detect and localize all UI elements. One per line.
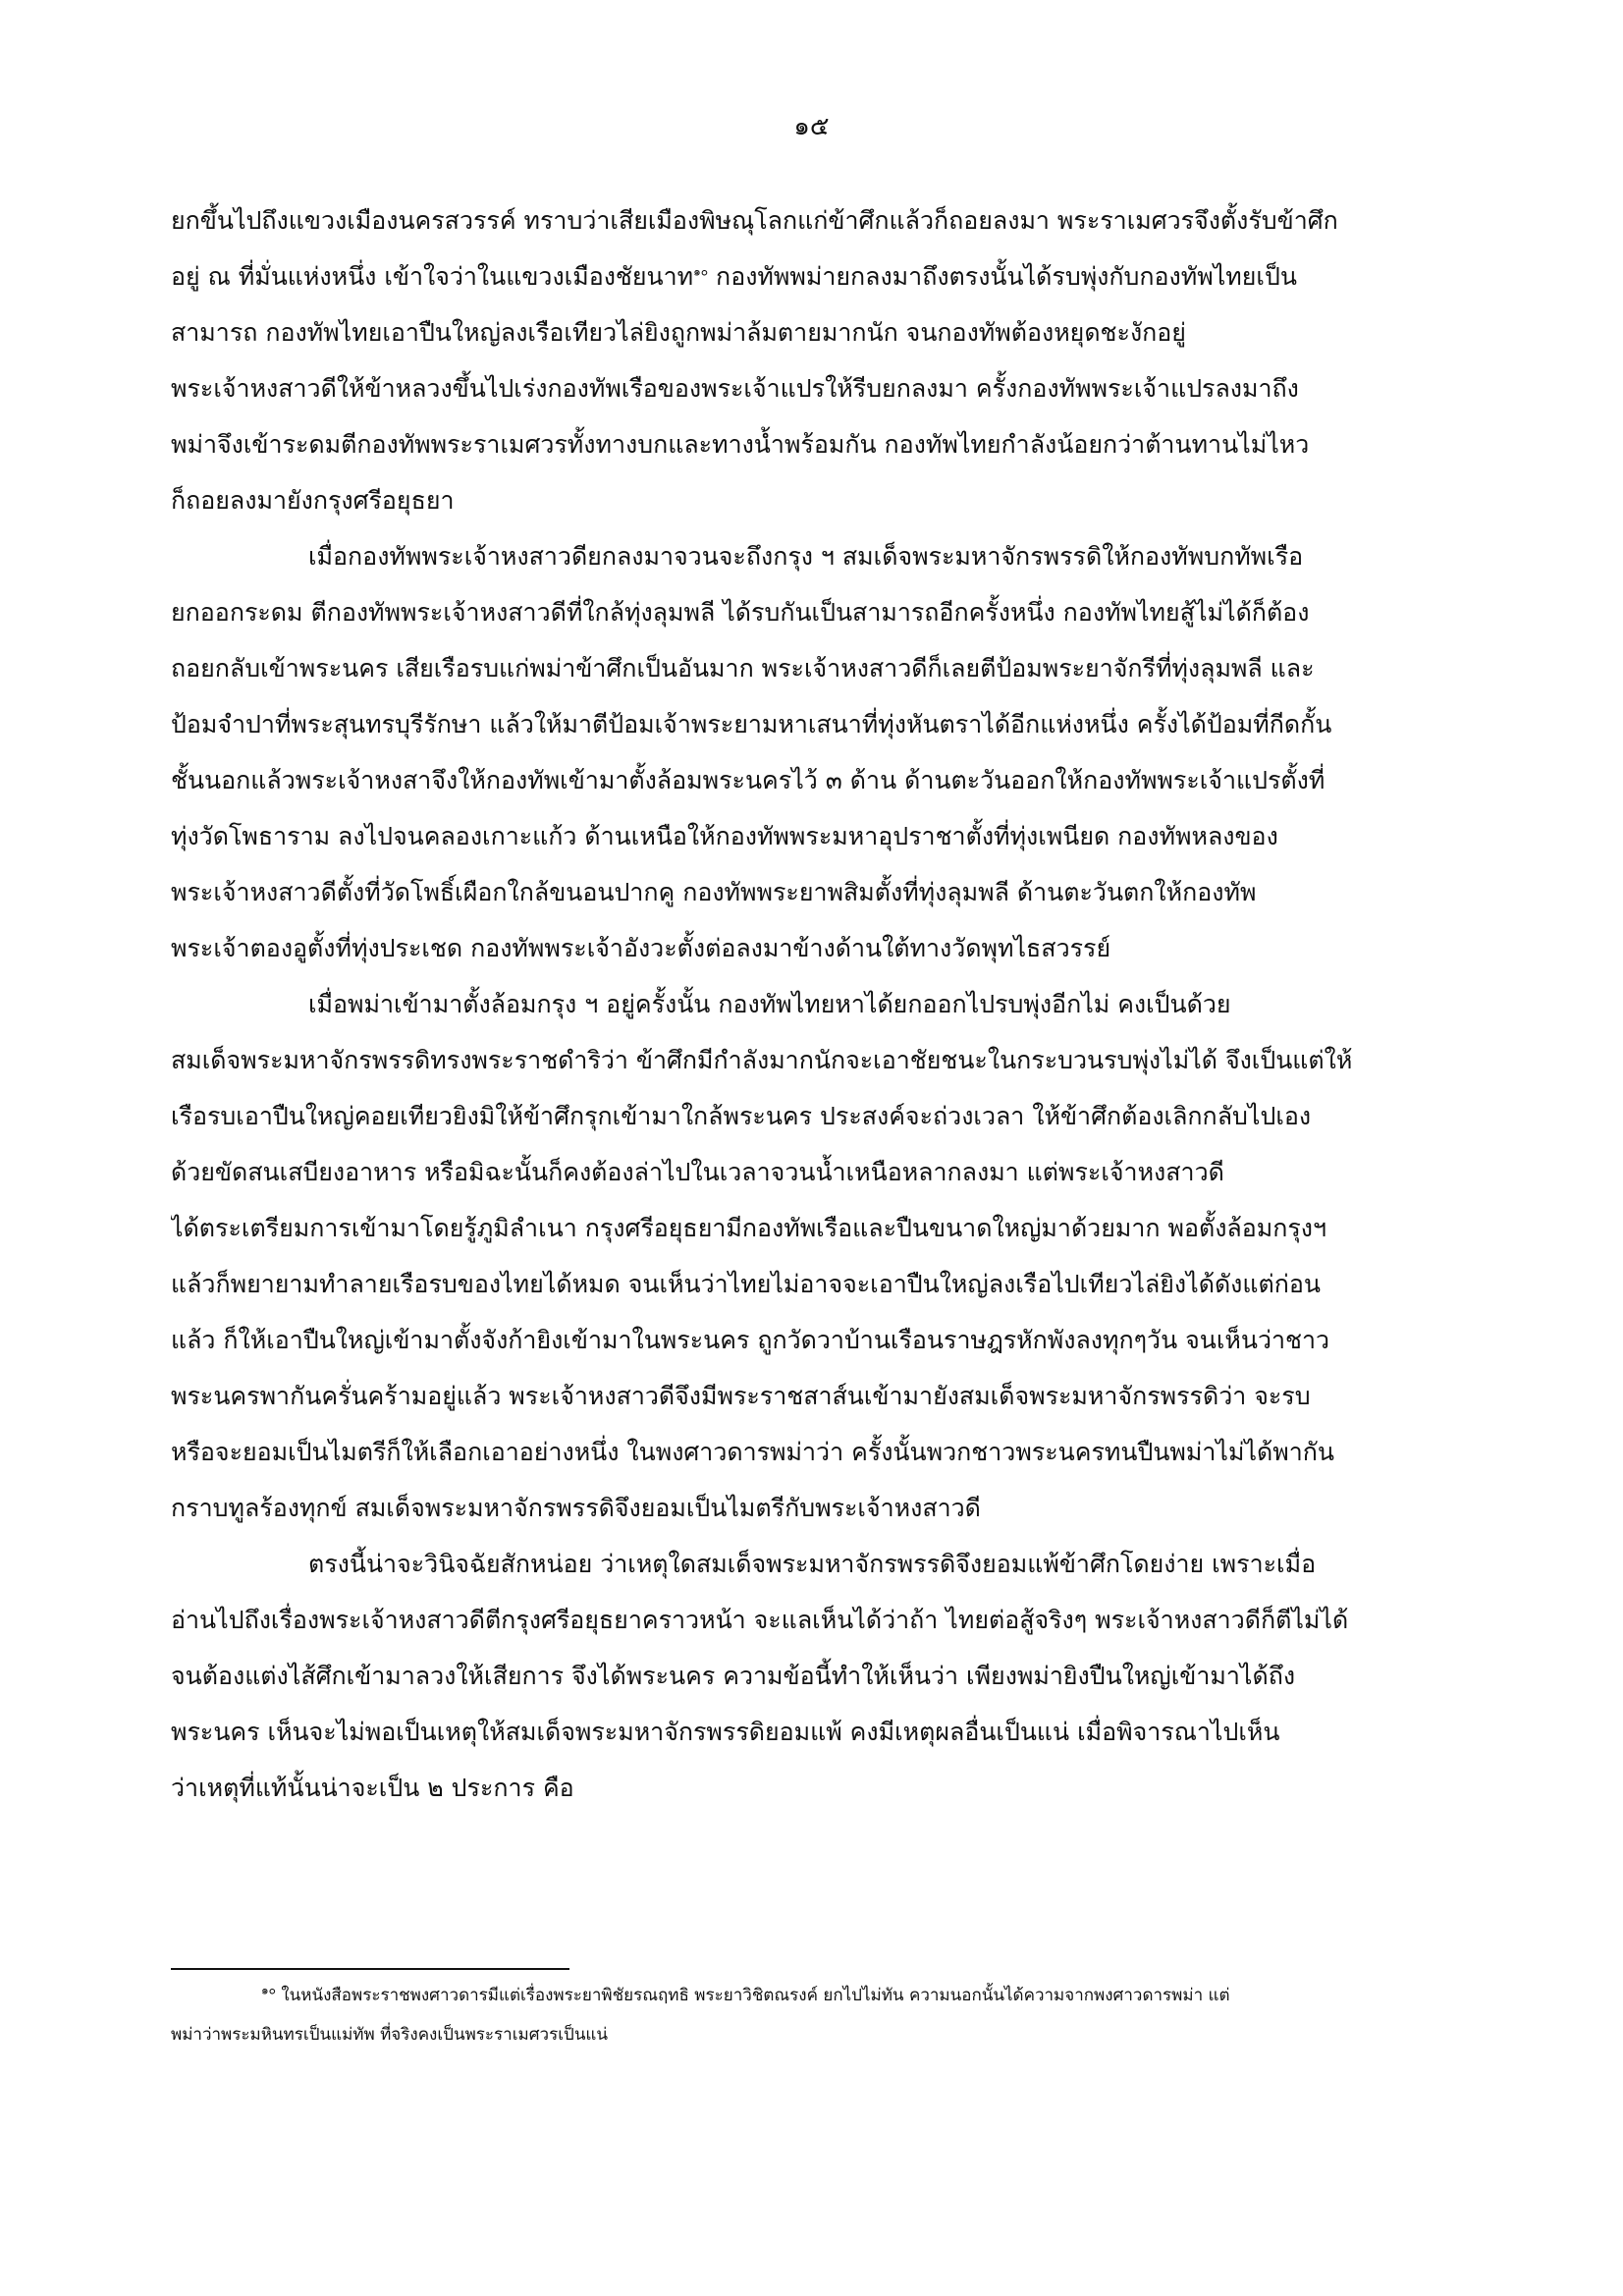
- paragraph-line: กราบทูลร้องทุกข์ สมเด็จพระมหาจักรพรรดิจึงยอมเป็นไมตรีกับพระเจ้าหงสาวดี: [171, 1494, 981, 1522]
- paragraph-line: พระเจ้าหงสาวดีให้ข้าหลวงขึ้นไปเร่งกองทัพเรือของพระเจ้าแปรให้รีบยกลงมา ครั้งกองทัพพระเจ้าแปรลงมาถึง: [171, 374, 1299, 403]
- paragraph-line: ว่าเหตุที่แท้นั้นน่าจะเป็น ๒ ประการ คือ: [171, 1774, 574, 1802]
- paragraph-line: ยกออกระดม ตีกองทัพพระเจ้าหงสาวดีที่ใกล้ทุ่งลุมพลี ได้รบกันเป็นสามารถอีกครั้งหนึ่ง กองทัพไทยสู้ไม่ได้ก็ต้อง: [171, 598, 1310, 627]
- footnote-marker: ๑๐: [261, 1983, 276, 1997]
- paragraph-line: พระนคร เห็นจะไม่พอเป็นเหตุให้สมเด็จพระมหาจักรพรรดิยอมแพ้ คงมีเหตุผลอื่นเป็นแน่ เมื่อพิจารณาไปเห็น: [171, 1718, 1280, 1746]
- footnote-text: ในหนังสือพระราชพงศาวดารมีแต่เรื่องพระยาพิชัยรณฤทธิ พระยาวิชิตณรงค์ ยกไปไม่ทัน ความนอกนั้นได้ความจากพงศาวดารพม่า แต่: [275, 1986, 1230, 2005]
- footnote-reference[interactable]: ๑๐: [693, 264, 709, 279]
- paragraph-line: ตรงนี้น่าจะวินิจฉัยสักหน่อย ว่าเหตุใดสมเด็จพระมหาจักรพรรดิจึงยอมแพ้ข้าศึกโดยง่าย เพราะเมื่อ: [308, 1550, 1317, 1578]
- paragraph-line: อ่านไปถึงเรื่องพระเจ้าหงสาวดีตีกรุงศรีอยุธยาคราวหน้า จะแลเห็นได้ว่าถ้า ไทยต่อสู้จริงๆ พระเจ้าหงสาวดีก็ตีไม่ได้: [171, 1606, 1349, 1634]
- footnote-line: [171, 1976, 1463, 2015]
- paragraph-line-text: กองทัพพม่ายกลงมาถึงตรงนั้นได้รบพุ่งกับกองทัพไทยเป็น: [708, 262, 1297, 291]
- footnote-divider: [171, 1968, 569, 1970]
- paragraph-line: เมื่อพม่าเข้ามาตั้งล้อมกรุง ฯ อยู่ครั้งนั้น กองทัพไทยหาได้ยกออกไปรบพุ่งอีกไม่ คงเป็นด้วย: [308, 990, 1231, 1018]
- paragraph-line-with-footnote: [171, 248, 1463, 304]
- paragraph-line: พระเจ้าหงสาวดีตั้งที่วัดโพธิ์เผือกใกล้ขนอนปากคู กองทัพพระยาพสิมตั้งที่ทุ่งลุมพลี ด้านตะวันตกให้กองทัพ: [171, 878, 1257, 906]
- paragraph-line: ได้ตระเตรียมการเข้ามาโดยรู้ภูมิลำเนา กรุงศรีอยุธยามีกองทัพเรือและปืนขนาดใหญ่มาด้วยมาก พอตั้งล้อมกรุงฯ: [171, 1214, 1327, 1242]
- paragraph-line: ชั้นนอกแล้วพระเจ้าหงสาจึงให้กองทัพเข้ามาตั้งล้อมพระนครไว้ ๓ ด้าน ด้านตะวันออกให้กองทัพพระเจ้าแปรตั้งที่: [171, 766, 1325, 794]
- paragraph-line: พระนครพากันครั่นคร้ามอยู่แล้ว พระเจ้าหงสาวดีจึงมีพระราชสาส์นเข้ามายังสมเด็จพระมหาจักรพรรดิว่า จะรบ: [171, 1382, 1311, 1410]
- paragraph-line: ทุ่งวัดโพธาราม ลงไปจนคลองเกาะแก้ว ด้านเหนือให้กองทัพพระมหาอุปราชาตั้งที่ทุ่งเพนียด กองทัพหลงของ: [171, 822, 1278, 850]
- footnote: [171, 1976, 1463, 2054]
- paragraph-line: ยกขึ้นไปถึงแขวงเมืองนครสวรรค์ ทราบว่าเสียเมืองพิษณุโลกแก่ข้าศึกแล้วก็ถอยลงมา พระราเมศวรจึงตั้งรับข้าศึก: [171, 206, 1338, 235]
- paragraph-line-text: อยู่ ณ ที่มั่นแห่งหนึ่ง เข้าใจว่าในแขวงเมืองชัยนาท: [171, 262, 694, 291]
- paragraph-line: พระเจ้าตองอูตั้งที่ทุ่งประเชด กองทัพพระเจ้าอังวะตั้งต่อลงมาข้างด้านใต้ทางวัดพุทไธสวรรย์: [171, 934, 1111, 962]
- paragraph-line: เมื่อกองทัพพระเจ้าหงสาวดียกลงมาจวนจะถึงกรุง ฯ สมเด็จพระมหาจักรพรรดิให้กองทัพบกทัพเรือ: [308, 542, 1304, 571]
- paragraph-line: เรือรบเอาปืนใหญ่คอยเทียวยิงมิให้ข้าศึกรุกเข้ามาใกล้พระนคร ประสงค์จะถ่วงเวลา ให้ข้าศึกต้องเลิกกลับไปเอง: [171, 1102, 1312, 1130]
- paragraph-line: พม่าจึงเข้าระดมตีกองทัพพระราเมศวรทั้งทางบกและทางน้ำพร้อมกัน กองทัพไทยกำลังน้อยกว่าต้านทานไม่ไหว: [171, 430, 1310, 459]
- paragraph-line: สามารถ กองทัพไทยเอาปืนใหญ่ลงเรือเทียวไล่ยิงถูกพม่าล้มตายมากนัก จนกองทัพต้องหยุดชะงักอยู่: [171, 318, 1186, 347]
- paragraph-line: แล้วก็พยายามทำลายเรือรบของไทยได้หมด จนเห็นว่าไทยไม่อาจจะเอาปืนใหญ่ลงเรือไปเทียวไล่ยิงได้ดังแต่ก่อน: [171, 1270, 1321, 1298]
- body-text: [171, 192, 1463, 1816]
- paragraph-line: ก็ถอยลงมายังกรุงศรีอยุธยา: [171, 486, 455, 515]
- paragraph-line: จนต้องแต่งไส้ศึกเข้ามาลวงให้เสียการ จึงได้พระนคร ความข้อนี้ทำให้เห็นว่า เพียงพม่ายิงปืนใหญ่เข้ามาได้ถึง: [171, 1662, 1296, 1690]
- paragraph-line: ป้อมจำปาที่พระสุนทรบุรีรักษา แล้วให้มาตีป้อมเจ้าพระยามหาเสนาที่ทุ่งหันตราได้อีกแห่งหนึ่ง ครั้งได้ป้อมที่กีดกั้น: [171, 710, 1332, 738]
- paragraph-line: หรือจะยอมเป็นไมตรีก็ให้เลือกเอาอย่างหนึ่ง ในพงศาวดารพม่าว่า ครั้งนั้นพวกชาวพระนครทนปืนพม่าไม่ได้พากัน: [171, 1438, 1335, 1466]
- paragraph-line: สมเด็จพระมหาจักรพรรดิทรงพระราชดำริว่า ข้าศึกมีกำลังมากนักจะเอาชัยชนะในกระบวนรบพุ่งไม่ได้ จึงเป็นแต่ให้: [171, 1046, 1353, 1074]
- footnote-line: พม่าว่าพระมหินทรเป็นแม่ทัพ ที่จริงคงเป็นพระราเมศวรเป็นแน่: [171, 2025, 609, 2045]
- paragraph-line: แล้ว ก็ให้เอาปืนใหญ่เข้ามาตั้งจังก้ายิงเข้ามาในพระนคร ถูกวัดวาบ้านเรือนราษฎรหักพังลงทุกๆวัน จนเห็นว่าชาว: [171, 1326, 1330, 1354]
- page-number: ๑๕: [793, 112, 830, 141]
- paragraph-line: ด้วยขัดสนเสบียงอาหาร หรือมิฉะนั้นก็คงต้องล่าไปในเวลาจวนน้ำเหนือหลากลงมา แต่พระเจ้าหงสาวดี: [171, 1158, 1224, 1186]
- paragraph-line: ถอยกลับเข้าพระนคร เสียเรือรบแก่พม่าข้าศึกเป็นอันมาก พระเจ้าหงสาวดีก็เลยตีป้อมพระยาจักรีที่ทุ่งลุมพลี และ: [171, 654, 1315, 683]
